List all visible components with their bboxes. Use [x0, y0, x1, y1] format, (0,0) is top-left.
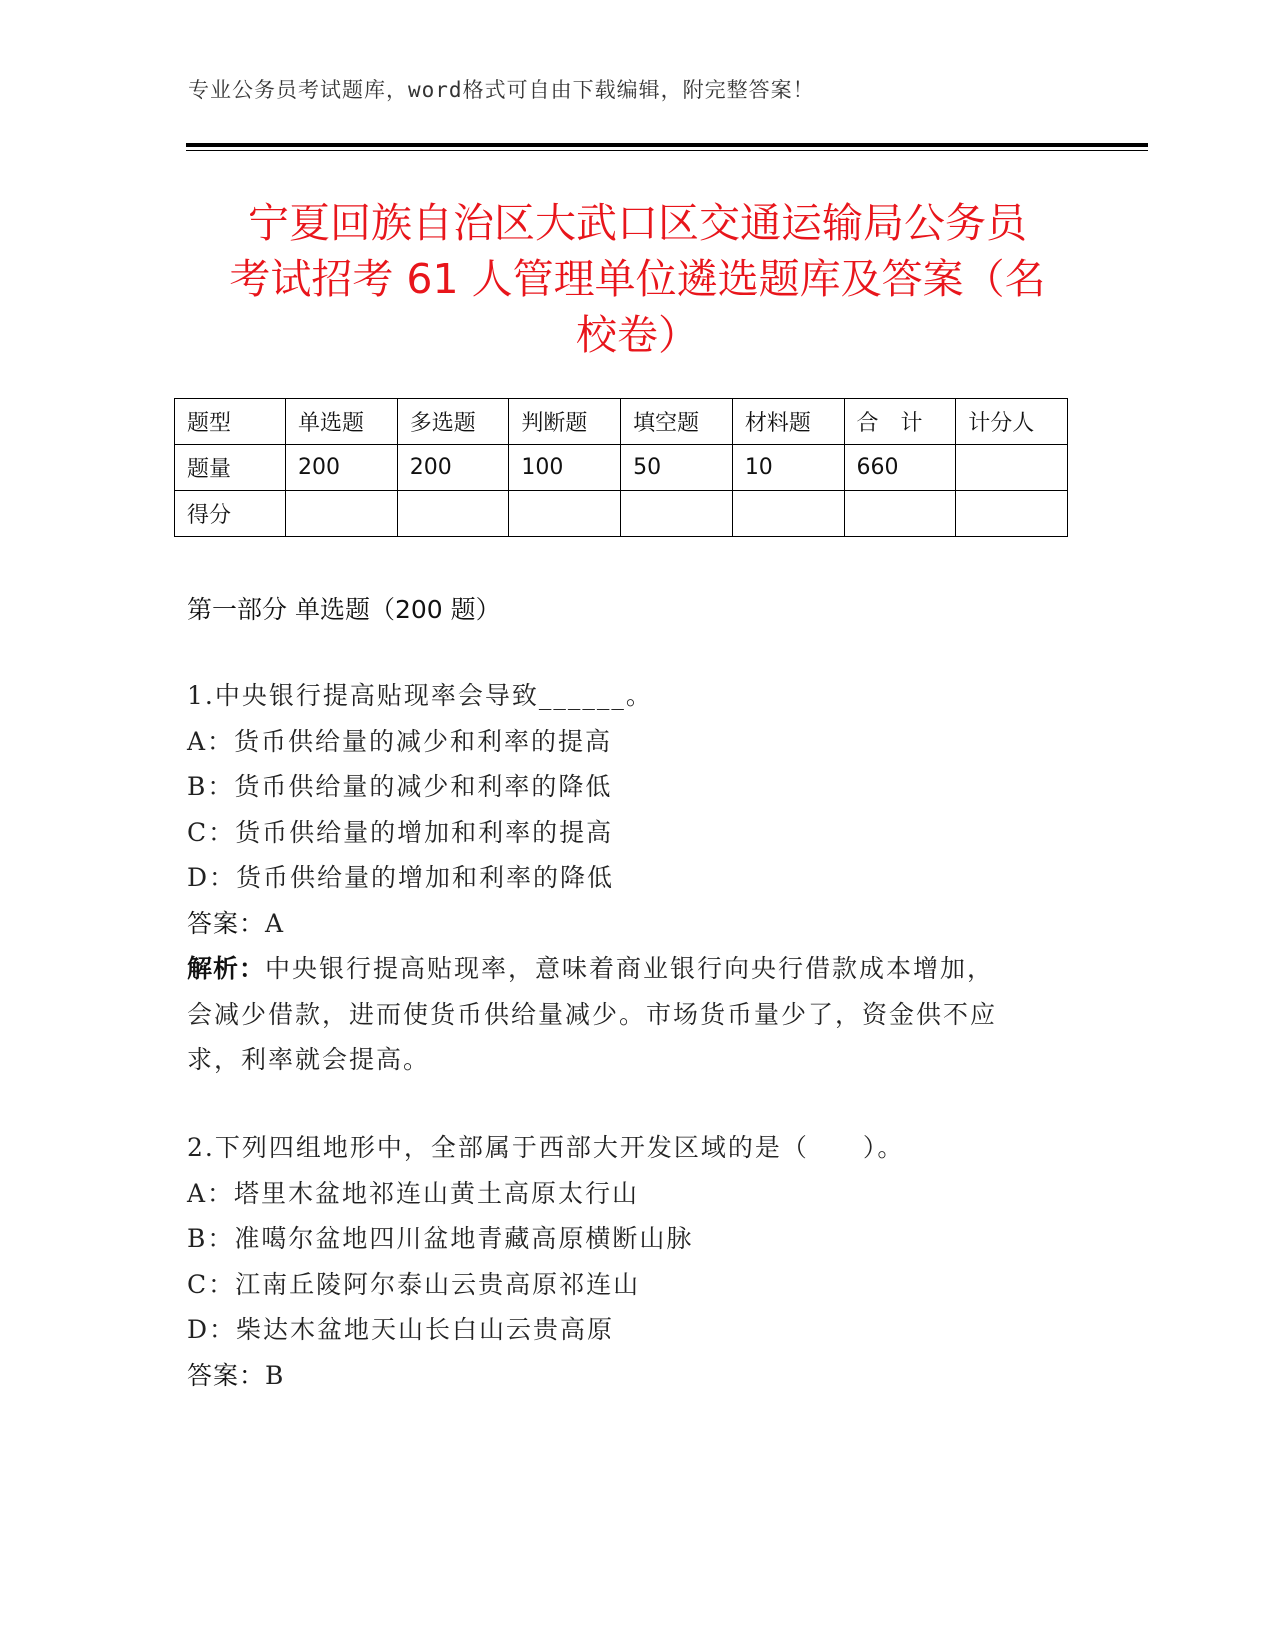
table-cell: 合 计: [844, 399, 956, 445]
table-cell: 200: [397, 445, 509, 491]
table-cell: 判断题: [509, 399, 621, 445]
analysis-line-3: 求，利率就会提高。: [187, 1045, 431, 1074]
title-line-2: 考试招考 61 人管理单位遴选题库及答案（名: [229, 255, 1046, 303]
score-table: [174, 398, 1068, 537]
table-cell: 计分人: [956, 399, 1068, 445]
answer-label: 答案：: [187, 1360, 266, 1390]
table-cell: 填空题: [621, 399, 733, 445]
option-b: B：货币供给量的减少和利率的降低: [187, 772, 613, 801]
table-cell: [621, 491, 733, 537]
header-rule-thick: [186, 143, 1148, 147]
table-cell: 660: [844, 445, 956, 491]
question-stem: 1.中央银行提高贴现率会导致______。: [187, 681, 653, 710]
table-cell: [844, 491, 956, 537]
answer-label: 答案：: [187, 908, 266, 938]
score-table-header-row: [175, 399, 1068, 445]
table-cell: 题型: [175, 399, 286, 445]
option-c: C：货币供给量的增加和利率的提高: [187, 817, 614, 847]
analysis-line-1: [187, 946, 1087, 992]
table-cell: 单选题: [286, 399, 398, 445]
table-cell: 200: [286, 445, 398, 491]
document-title: [150, 195, 1125, 363]
option-d: D：柴达木盆地天山长白山云贵高原: [187, 1315, 615, 1344]
table-cell: 题量: [175, 445, 286, 491]
table-cell: 多选题: [397, 399, 509, 445]
option-d: D：货币供给量的增加和利率的降低: [187, 863, 615, 892]
title-line-3: 校卷）: [576, 311, 699, 359]
analysis-line-2: 会减少借款，进而使货币供给量减少。市场货币量少了，资金供不应: [187, 999, 998, 1029]
analysis-label: 解析：: [187, 954, 266, 983]
question-2: [187, 1125, 1087, 1398]
score-table-score-row: [175, 491, 1068, 537]
table-cell: [509, 491, 621, 537]
table-cell: [956, 491, 1068, 537]
question-1: [187, 673, 1087, 1083]
score-table-count-row: [175, 445, 1068, 491]
table-cell: 100: [509, 445, 621, 491]
table-cell: 材料题: [732, 399, 844, 445]
title-line-1: 宁夏回族自治区大武口区交通运输局公务员: [248, 199, 1027, 247]
table-cell: [286, 491, 398, 537]
option-b: B：准噶尔盆地四川盆地青藏高原横断山脉: [187, 1224, 694, 1253]
analysis-text: 中央银行提高贴现率，意味着商业银行向央行借款成本增加，: [265, 954, 995, 983]
header-note: 专业公务员考试题库，word格式可自由下载编辑，附完整答案！: [188, 78, 815, 102]
header-rule-thin: [186, 150, 1148, 151]
table-cell: [732, 491, 844, 537]
question-stem: 2.下列四组地形中，全部属于西部大开发区域的是（ ）。: [187, 1133, 905, 1162]
option-a: A：塔里木盆地祁连山黄土高原太行山: [187, 1178, 640, 1208]
table-cell: [956, 445, 1068, 491]
answer-value: A: [265, 908, 286, 938]
answer-line: [187, 1353, 1087, 1399]
section-title: 第一部分 单选题（200 题）: [187, 595, 501, 624]
table-cell: [397, 491, 509, 537]
option-a: A：货币供给量的减少和利率的提高: [187, 726, 613, 756]
answer-line: [187, 901, 1087, 947]
table-cell: 得分: [175, 491, 286, 537]
answer-value: B: [265, 1360, 286, 1390]
option-c: C：江南丘陵阿尔泰山云贵高原祁连山: [187, 1269, 641, 1299]
table-cell: 10: [732, 445, 844, 491]
table-cell: 50: [621, 445, 733, 491]
